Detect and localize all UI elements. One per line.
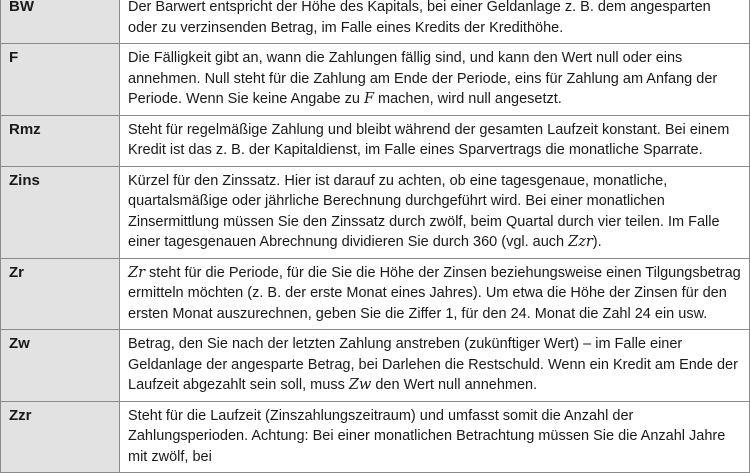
table-row xyxy=(1,115,750,166)
parameter-name: Zw xyxy=(1,330,120,402)
parameter-description xyxy=(120,44,750,116)
parameter-name: Zins xyxy=(1,166,120,258)
parameter-description xyxy=(120,330,750,402)
description-text: Steht für die Laufzeit (Zinszahlungszeitraum) und umfasst somit die Anzahl der Zahlungsperioden. Achtung: Bei einer monatlichen Betrachtung müssen Sie die Anzahl Jahre mit zwölf, bei xyxy=(128,407,726,465)
parameter-name: F xyxy=(1,44,120,116)
description-text: Betrag, den Sie nach der letzten Zahlung anstreben (zukünftiger Wert) – im Falle einer Geldanlage der angesparte Betrag, bei Darlehen die Restschuld. Wenn ein Kredit am Ende der Laufzeit abgezahlt sein soll, muss xyxy=(128,336,738,393)
math-variable: Zw xyxy=(348,377,372,393)
parameter-table-body xyxy=(1,0,750,473)
parameter-name: BW xyxy=(1,0,120,44)
description-text: den Wert null annehmen. xyxy=(371,377,538,393)
description-text: Kürzel für den Zinssatz. Hier ist darauf zu achten, ob eine tagesgenaue, monatliche, quartalsmäßige oder jährliche Berechnung durchgeführt wird. Bei einer monatlichen Zinsermittlung müssen Sie den Zinssatz durch zwölf, beim Quartal durch vier teilen. Im Falle einer tagesgenauen Abrechnung dividieren Sie durch 360 (vgl. auch xyxy=(128,172,720,250)
parameter-name: Rmz xyxy=(1,115,120,166)
table-row xyxy=(1,0,750,44)
description-text: Steht für regelmäßige Zahlung und bleibt während der gesamten Laufzeit konstant. Bei einem Kredit ist das z. B. der Kapitaldienst, im Falle eines Sparvertrags die monatliche Sparrate. xyxy=(128,121,730,158)
math-variable: F xyxy=(363,91,374,107)
parameter-description xyxy=(120,115,750,166)
description-text: steht für die Periode, für die Sie die Höhe der Zinsen beziehungsweise einen Tilgungsbetrag ermitteln möchten (z. B. der erste Monat eines Jahres). Um etwa die Höhe der Zinsen für den ersten Monat auszurechnen, geben Sie die Ziffer 1, für den 24. Monat die Zahl 24 ein usw. xyxy=(128,264,741,322)
parameter-description xyxy=(120,258,750,330)
math-variable: Zr xyxy=(128,264,146,281)
table-row xyxy=(1,44,750,116)
description-text: ). xyxy=(592,234,602,250)
table-row xyxy=(1,330,750,402)
parameter-name: Zr xyxy=(1,258,120,330)
table-row xyxy=(1,401,750,473)
description-text: Der Barwert entspricht der Höhe des Kapitals, bei einer Geldanlage z. B. dem angesparten oder zu verzinsenden Betrag, im Falle eines Kredits der Kredithöhe. xyxy=(128,0,711,36)
parameter-name: Zzr xyxy=(1,401,120,473)
table-row xyxy=(1,166,750,258)
parameter-description xyxy=(120,0,750,44)
description-text: machen, wird null angesetzt. xyxy=(374,91,562,107)
description-text: Die Fälligkeit gibt an, wann die Zahlungen fällig sind, und kann den Wert null oder eins annehmen. Null steht für die Zahlung am Ende der Periode, eins für Zahlung am Anfang der Periode. Wenn Sie keine Angabe zu xyxy=(128,50,718,107)
parameter-description xyxy=(120,401,750,473)
math-variable: Zzr xyxy=(568,234,593,250)
table-row xyxy=(1,258,750,330)
parameter-description xyxy=(120,166,750,258)
